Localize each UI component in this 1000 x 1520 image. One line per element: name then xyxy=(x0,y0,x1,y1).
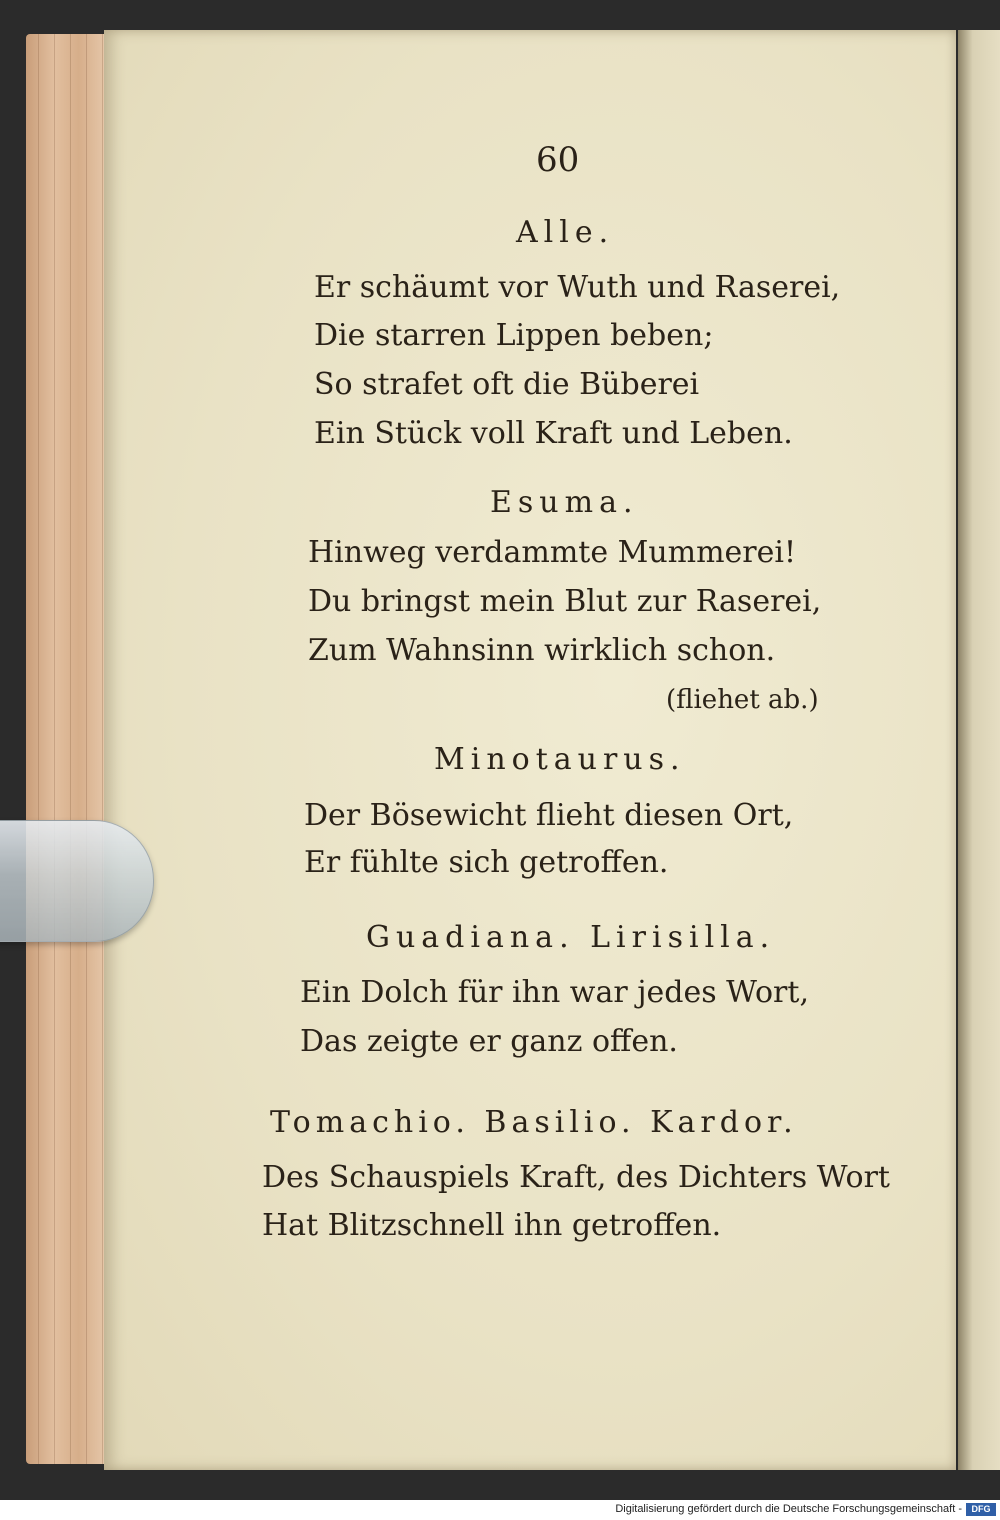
verse-line: So strafet oft die Büberei xyxy=(314,367,700,402)
verse-line: Das zeigte er ganz offen. xyxy=(300,1024,678,1059)
speaker-heading: Guadiana. Lirisilla. xyxy=(366,920,776,955)
speaker-heading: Esuma. xyxy=(490,485,639,520)
stage-direction: (fliehet ab.) xyxy=(666,685,819,715)
verse-line: Die starren Lippen beben; xyxy=(314,318,714,353)
book-page xyxy=(104,30,956,1470)
speaker-heading: Alle. xyxy=(516,215,615,250)
facing-page xyxy=(958,30,1000,1470)
verse-line: Der Bösewicht flieht diesen Ort, xyxy=(304,798,794,833)
verse-line: Des Schauspiels Kraft, des Dichters Wort xyxy=(262,1160,890,1195)
verse-line: Hinweg verdammte Mummerei! xyxy=(308,535,797,570)
verse-line: Hat Blitzschnell ihn getroffen. xyxy=(262,1208,722,1243)
book-clip xyxy=(0,820,154,942)
dfg-logo: DFG xyxy=(966,1503,996,1516)
verse-line: Er schäumt vor Wuth und Raserei, xyxy=(314,270,841,305)
verse-line: Zum Wahnsinn wirklich schon. xyxy=(308,633,776,668)
footer-bar xyxy=(0,1500,1000,1520)
speaker-heading: Minotaurus. xyxy=(434,742,686,777)
page-number: 60 xyxy=(536,140,580,180)
verse-line: Ein Stück voll Kraft und Leben. xyxy=(314,416,793,451)
funding-credit: Digitalisierung gefördert durch die Deutsche Forschungsgemeinschaft - xyxy=(615,1503,962,1515)
verse-line: Du bringst mein Blut zur Raserei, xyxy=(308,584,822,619)
verse-line: Ein Dolch für ihn war jedes Wort, xyxy=(300,975,809,1010)
speaker-heading: Tomachio. Basilio. Kardor. xyxy=(270,1105,798,1140)
verse-line: Er fühlte sich getroffen. xyxy=(304,845,669,880)
